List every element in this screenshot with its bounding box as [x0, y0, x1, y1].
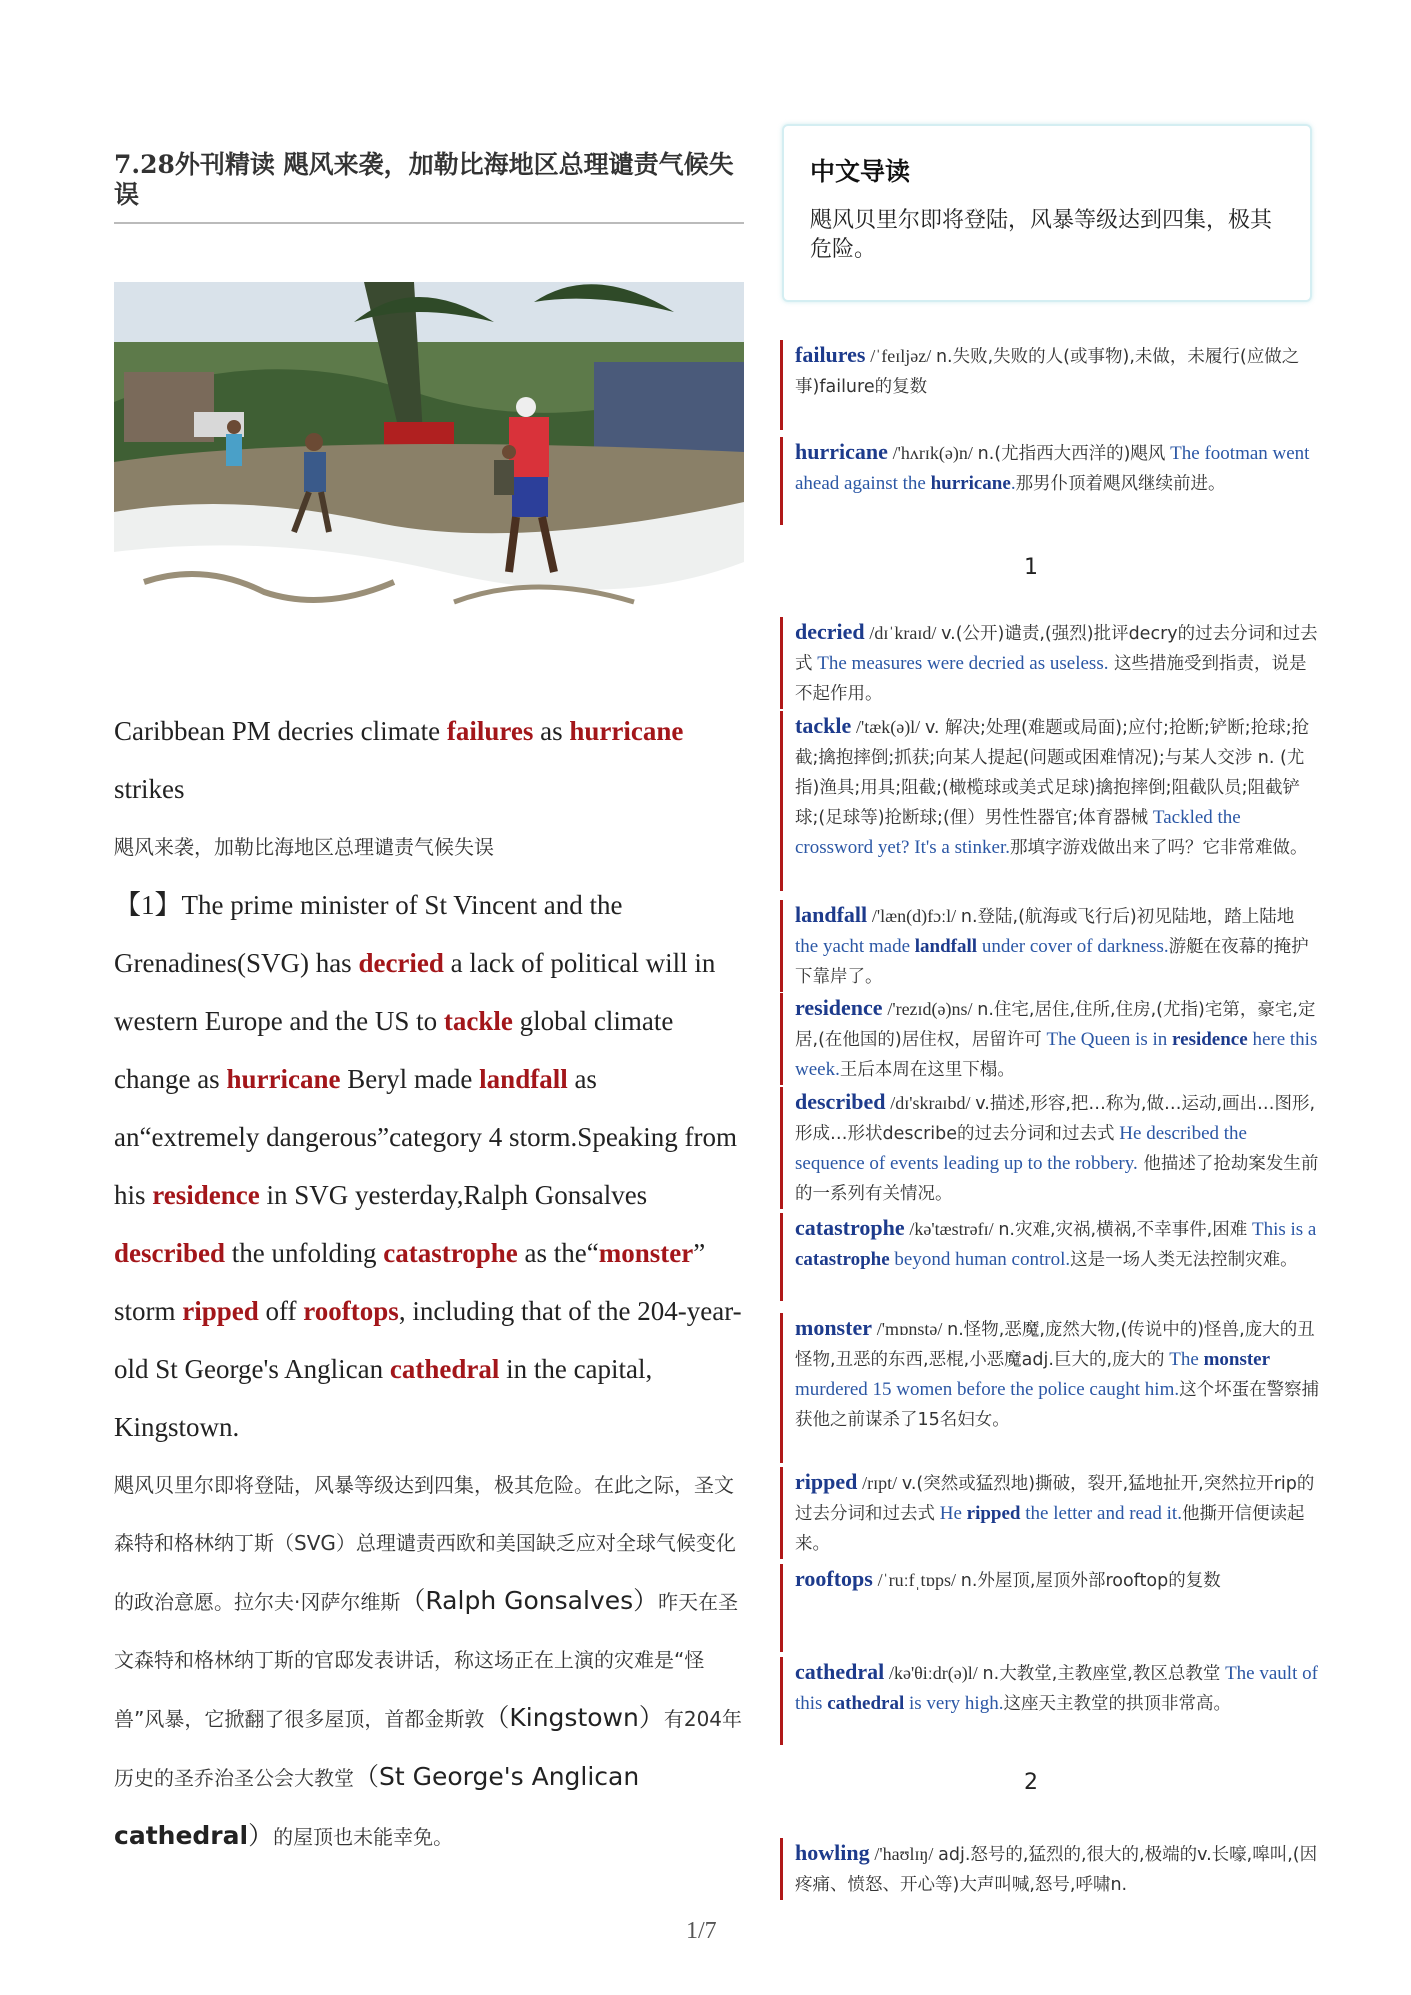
vocab-entry-described	[780, 1087, 1320, 1209]
keyword-failures: failures	[446, 716, 534, 746]
paragraph-text: , including that of the 204-year-old St George's Anglican	[114, 1296, 742, 1384]
vocab-word: landfall	[795, 902, 868, 927]
vocab-phonetic: /dɪ'skraɪbd/	[890, 1093, 971, 1113]
vocab-example-keyword: cathedral	[827, 1693, 905, 1714]
vocab-definition: n.怪物,恶魔,庞然大物,(传说中的)怪兽,庞大的丑怪物,丑恶的东西,恶棍,小恶魔adj.巨大的,庞大的	[795, 1320, 1315, 1370]
keyword-cathedral: cathedral	[114, 1821, 249, 1850]
vocab-example-translation: 这个坏蛋在警察捕获他之前谋杀了15名妇女。	[795, 1380, 1320, 1430]
vocab-entry-rooftops	[780, 1564, 1320, 1652]
vocab-phonetic: /dɪˈkraɪd/	[869, 623, 937, 643]
vocab-definition: n.灾难,灾祸,横祸,不幸事件,困难	[998, 1220, 1248, 1240]
paragraph-text: global climate change as	[114, 1006, 674, 1094]
vocab-entry-ripped	[780, 1467, 1320, 1559]
paragraph-text: The prime minister of St Vincent and the Grenadines(SVG) has	[114, 890, 623, 978]
article-title: 7.28外刊精读 飓风来袭，加勒比海地区总理谴责气候失误	[114, 150, 744, 224]
headline	[114, 702, 744, 818]
vocab-example-keyword: monster	[1203, 1349, 1271, 1370]
vocab-example-translation: 他描述了抢劫案发生前的一系列有关情况。	[795, 1154, 1319, 1204]
headline-translation: 飓风来袭，加勒比海地区总理谴责气候失误	[114, 835, 494, 859]
paragraph-text: ” storm	[114, 1238, 706, 1326]
vocab-example: He described the sequence of events leading up to the robbery.	[795, 1123, 1247, 1174]
vocab-example: The vault of this	[795, 1663, 1318, 1714]
vocab-phonetic: /'mɒnstə/	[876, 1319, 943, 1339]
vocab-example: the yacht made	[795, 936, 915, 957]
vocab-entry-hurricane	[780, 437, 1320, 525]
vocab-definition: v.描述,形容,把…称为,做…运动,画出…图形,形成…形状describe的过去分词和过去式	[795, 1094, 1316, 1144]
keyword-decried: decried	[358, 948, 444, 978]
vocab-phonetic: /'tæk(ə)l/	[855, 717, 921, 737]
vocab-word: monster	[795, 1315, 872, 1340]
translation-text: 昨天在圣文森特和格林纳丁斯的官邸发表讲话，称这场正在上演的灾难是“怪兽”风暴，它掀翻了很多屋顶，首都金斯敦	[114, 1590, 739, 1731]
guide-title: 中文导读	[810, 157, 911, 186]
section-number: 1	[1024, 555, 1038, 580]
paragraph-text: as an“extremely dangerous”category 4 storm.Speaking from his	[114, 1064, 738, 1210]
chinese-guide-box	[782, 124, 1312, 302]
translation-text: 的屋顶也未能幸免。	[273, 1825, 454, 1849]
vocab-example-keyword: residence	[1172, 1029, 1248, 1050]
vocab-phonetic: /kə'tæstrəfɪ/	[909, 1219, 994, 1239]
vocab-word: catastrophe	[795, 1215, 905, 1240]
vocab-example-translation: 游艇在夜幕的掩护下靠岸了。	[795, 937, 1309, 987]
vocab-example-translation: 他撕开信便读起来。	[795, 1504, 1305, 1554]
paragraph-text: off	[258, 1296, 304, 1326]
vocab-word: cathedral	[795, 1659, 885, 1684]
vocab-example-keyword: landfall	[914, 936, 978, 957]
vocab-definition: n.(尤指西大西洋的)飓风	[977, 444, 1166, 464]
vocab-word: rooftops	[795, 1566, 873, 1591]
translation-text: （Ralph Gonsalves）	[400, 1586, 659, 1615]
vocab-example: The measures were decried as useless.	[817, 653, 1109, 674]
vocab-example: is very high.	[904, 1693, 1004, 1714]
vocab-word: ripped	[795, 1469, 858, 1494]
keyword-landfall: landfall	[479, 1064, 568, 1094]
vocab-example: the letter and read it.	[1020, 1503, 1182, 1524]
vocab-example: He	[939, 1503, 967, 1524]
hurricane-photo	[114, 282, 744, 640]
keyword-ripped: ripped	[182, 1296, 259, 1326]
headline-text: Caribbean PM decries climate	[114, 716, 447, 746]
vocab-entry-residence	[780, 993, 1320, 1085]
keyword-cathedral: cathedral	[389, 1354, 500, 1384]
vocab-example: The	[1169, 1349, 1204, 1370]
keyword-hurricane: hurricane	[569, 716, 684, 746]
vocab-example: murdered 15 women before the police caught him.	[795, 1379, 1180, 1400]
vocab-word: decried	[795, 619, 865, 644]
paragraph-text: Beryl made	[340, 1064, 480, 1094]
vocab-example-translation: 那男仆顶着飓风继续前进。	[1015, 474, 1226, 494]
vocab-definition: n.住宅,居住,住所,住房,(尤指)宅第，豪宅,定居,(在他国的)居住权，居留许可	[795, 1000, 1316, 1050]
vocab-example: Tackled the crossword yet? It's a stinker.	[795, 807, 1241, 858]
vocab-word: failures	[795, 342, 866, 367]
headline-text: as	[533, 716, 570, 746]
translation-text: （St George's Anglican	[354, 1762, 640, 1791]
vocab-entry-howling	[780, 1838, 1320, 1900]
flood-street-image	[114, 282, 744, 640]
vocab-definition: v.(公开)谴责,(强烈)批评decry的过去分词和过去式	[795, 624, 1318, 674]
paragraph-text: a lack of political will in western Europe and the US to	[114, 948, 716, 1036]
vocab-entry-failures	[780, 340, 1320, 430]
headline-text: strikes	[114, 774, 185, 804]
vocab-phonetic: /'haʊlɪŋ/	[874, 1844, 934, 1864]
vocab-example: .	[1010, 473, 1016, 494]
paragraph-text: in the capital, Kingstown.	[114, 1354, 653, 1442]
paragraph-text: in SVG yesterday,Ralph Gonsalves	[259, 1180, 648, 1210]
keyword-catastrophe: catastrophe	[383, 1238, 518, 1268]
vocab-entry-decried	[780, 617, 1320, 709]
vocab-entry-monster	[780, 1313, 1320, 1463]
vocab-entry-tackle	[780, 711, 1320, 891]
keyword-described: described	[114, 1238, 225, 1268]
vocab-entry-landfall	[780, 900, 1320, 992]
vocab-entry-catastrophe	[780, 1213, 1320, 1301]
vocab-example-translation: 这些措施受到指责，说是不起作用。	[795, 654, 1307, 704]
vocab-example-keyword: hurricane	[930, 473, 1011, 494]
vocab-example: This is a	[1251, 1219, 1317, 1240]
paragraph-text: the unfolding	[225, 1238, 384, 1268]
vocab-entry-cathedral	[780, 1657, 1320, 1745]
vocab-phonetic: /ˈfeɪljəz/	[870, 346, 932, 366]
translation-text: ）	[248, 1821, 274, 1850]
keyword-residence: residence	[152, 1180, 260, 1210]
vocab-definition: n.登陆,(航海或飞行后)初见陆地，踏上陆地	[960, 907, 1295, 927]
paragraph-text: as the“	[517, 1238, 599, 1268]
vocab-example: under cover of darkness.	[977, 936, 1169, 957]
vocab-phonetic: /kə'θiːdr(ə)l/	[888, 1663, 978, 1683]
keyword-monster: monster	[598, 1238, 694, 1268]
page-number: 1/7	[686, 1918, 717, 1944]
keyword-hurricane: hurricane	[226, 1064, 341, 1094]
vocab-example-keyword: ripped	[966, 1503, 1021, 1524]
vocab-definition: v.(突然或猛烈地)撕破，裂开,猛地扯开,突然拉开rip的过去分词和过去式	[795, 1474, 1315, 1524]
keyword-tackle: tackle	[443, 1006, 513, 1036]
translation-text: 飓风贝里尔即将登陆，风暴等级达到四集，极其危险。在此之际，圣文森特和格林纳丁斯（SVG）总理谴责西欧和美国缺乏应对全球气候变化的政治意愿。拉尔夫·冈萨尔维斯	[114, 1473, 736, 1614]
vocab-definition: n.失败,失败的人(或事物),未做，未履行(应做之事)failure的复数	[795, 347, 1300, 397]
vocab-example: here this week.	[795, 1029, 1318, 1080]
vocab-phonetic: /'hʌrɪk(ə)n/	[892, 443, 973, 463]
vocab-word: described	[795, 1089, 886, 1114]
vocab-definition: n.大教堂,主教座堂,教区总教堂	[982, 1664, 1221, 1684]
vocab-example-translation: 那填字游戏做出来了吗？它非常难做。	[1010, 838, 1308, 858]
vocab-word: residence	[795, 995, 883, 1020]
vocab-example: beyond human control.	[889, 1249, 1071, 1270]
section-number: 2	[1024, 1770, 1038, 1795]
vocab-example-translation: 这是一场人类无法控制灾难。	[1070, 1250, 1298, 1270]
guide-text: 飓风贝里尔即将登陆，风暴等级达到四集，极其危险。	[810, 208, 1273, 262]
vocab-example-translation: 这座天主教堂的拱顶非常高。	[1003, 1694, 1231, 1714]
translation-text: （Kingstown）	[484, 1703, 664, 1732]
vocab-definition: v. 解决;处理(难题或局面);应付;抢断;铲断;抢球;抢截;擒抱摔倒;抓获;向某人提起(问题或困难情况);与某人交涉 n. (尤指)渔具;用具;阻截;(橄榄球或美式足球)擒抱摔倒;阻截队员;阻截铲球;(足球等)抢断球;(俚）男性性器官;体育器械	[795, 718, 1310, 828]
translation-text: 有204年历史的圣乔治圣公会大教堂	[114, 1707, 743, 1790]
paragraph-1	[114, 876, 744, 1456]
vocab-phonetic: /ˈruːfˌtɒps/	[877, 1570, 956, 1590]
vocab-word: tackle	[795, 713, 852, 738]
keyword-rooftops: rooftops	[303, 1296, 399, 1326]
vocab-definition: adj.怒号的,猛烈的,很大的,极端的v.长嚎,嗥叫,(因疼痛、愤怒、开心等)大声叫喊,怒号,呼啸n.	[795, 1845, 1318, 1895]
vocab-example: The footman went ahead against the	[795, 443, 1310, 494]
vocab-phonetic: /'læn(d)fɔːl/	[871, 906, 957, 926]
vocab-word: hurricane	[795, 439, 888, 464]
paragraph-1-translation	[114, 1456, 744, 1866]
article-column	[114, 150, 744, 1866]
vocab-phonetic: /'rezɪd(ə)ns/	[887, 999, 973, 1019]
vocab-example-keyword: catastrophe	[795, 1249, 890, 1270]
vocab-example-translation: 王后本周在这里下榻。	[839, 1060, 1015, 1080]
vocab-example: The Queen is in	[1046, 1029, 1173, 1050]
vocab-word: howling	[795, 1840, 870, 1865]
paragraph-label: 【1】	[114, 890, 182, 920]
vocab-phonetic: /rɪpt/	[862, 1473, 898, 1493]
vocab-definition: n.外屋顶,屋顶外部rooftop的复数	[960, 1571, 1221, 1591]
